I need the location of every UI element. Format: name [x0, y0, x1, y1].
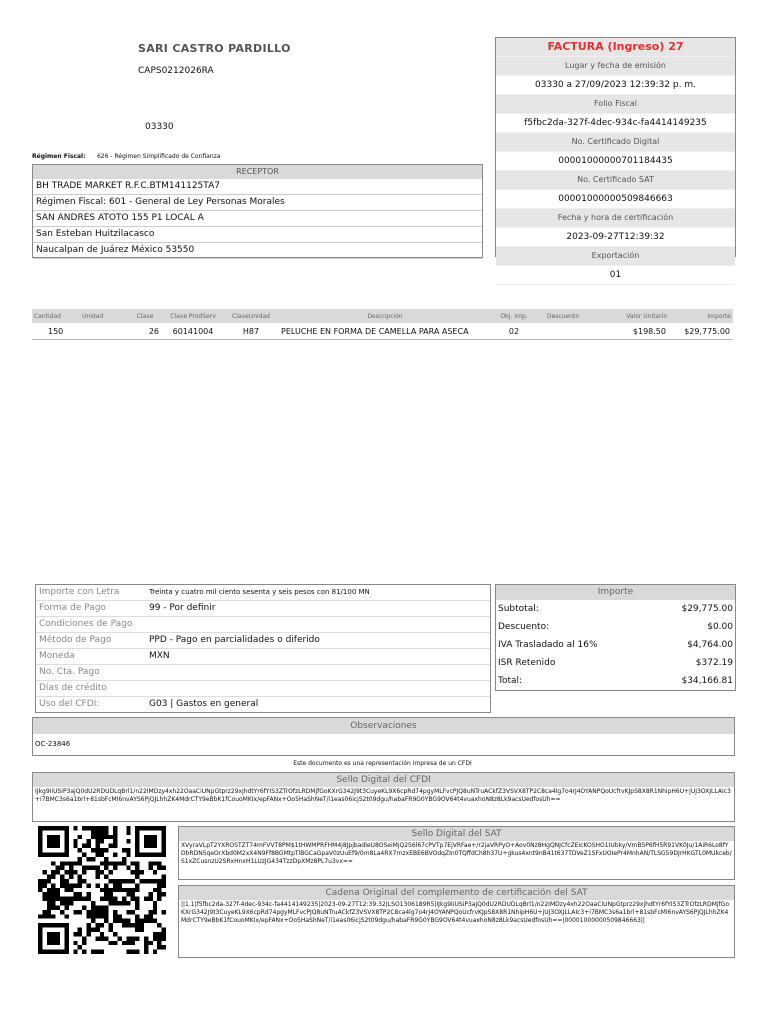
- payment-row: [36, 633, 490, 649]
- receptor-line: San Esteban Huitzilacasco: [33, 227, 482, 243]
- totals-label: Total:: [498, 676, 523, 686]
- payment-label: Uso del CFDI:: [39, 699, 100, 709]
- payment-value: Treinta y cuatro mil ciento sesenta y seis pesos con 81/100 MN: [149, 588, 370, 596]
- totals-row: [496, 600, 735, 618]
- payment-row: [36, 697, 490, 712]
- receptor-line: Régimen Fiscal: 601 - General de Ley Personas Morales: [33, 195, 482, 211]
- receptor-header: RECEPTOR: [33, 165, 482, 179]
- totals-label: Descuento:: [498, 622, 550, 632]
- cert-label: No. Certificado Digital: [496, 133, 735, 152]
- regimen-value: 626 - Régimen Simplificado de Confianza: [96, 153, 221, 160]
- cell-clave-prodserv: 60141004: [162, 323, 224, 340]
- cadena-original-box: [178, 885, 735, 958]
- cell-valor-unitario: $198.50: [590, 323, 669, 340]
- cell-obj-imp: 02: [492, 323, 536, 340]
- payment-value: MXN: [149, 651, 170, 661]
- cell-importe: $29,775.00: [669, 323, 733, 340]
- payment-row: [36, 617, 490, 633]
- totals-row: [496, 618, 735, 636]
- cell-cantidad: 150: [32, 323, 80, 340]
- cadena-header: Cadena Original del complemento de certificación del SAT: [179, 886, 734, 900]
- lugar-label: Lugar y fecha de emisión: [496, 57, 735, 76]
- totals-box: [495, 584, 736, 691]
- payment-row: [36, 585, 490, 601]
- sello-cfdi-text: IJkg9IiUSiP3ajQ0dU2RDUDLqBrl1/n22IMDzy4xh22OaaCiUNpGtprz29xjhdtYr6fYIS3ZTrOfzLRDMjfGoKXrG342J9t3CuyeKL9X6cpRd74pgyMLFvcPJQ8uNTruACkfZ3VSVX8TP2C8ca4lg7o4rJ4OYANPQoUcfrvKJpS8X8R1NhipH6U+jUJ3OXJLLAIc3+i7BMC3s6a1brl+81sbFcMl6nvAYS6PjQJLhhZK4MdrCTY9eBbK1fCouoMKIx/epFANx+Oo5HaShNeT/i1eas06icjS2t09dgu/habaFR9G0YBG9OV64t4vuaxhoN8z8Lk9acsUedfosUh==: [35, 788, 731, 803]
- col-clave: Clave: [128, 309, 162, 323]
- concepts-table: [32, 309, 733, 340]
- col-clave-unidad: ClaveUnidad: [224, 309, 278, 323]
- totals-value: $372.19: [695, 658, 733, 668]
- receptor-box: [32, 164, 483, 258]
- receptor-line: SAN ANDRES ATOTO 155 P1 LOCAL A: [33, 211, 482, 227]
- payment-value: [149, 617, 490, 632]
- export-value: 01: [496, 266, 735, 285]
- col-importe: Importe: [669, 309, 733, 323]
- payment-info-box: [35, 584, 491, 713]
- col-unidad: Unidad: [80, 309, 128, 323]
- fecha-cert-label: Fecha y hora de certificación: [496, 209, 735, 228]
- sello-cfdi-header: Sello Digital del CFDI: [33, 773, 734, 787]
- totals-label: Subtotal:: [498, 604, 539, 614]
- col-clave-prodserv: Clave ProdServ: [162, 309, 224, 323]
- totals-row: [496, 672, 735, 690]
- payment-label: No. Cta. Pago: [39, 667, 100, 677]
- payment-label: Importe con Letra: [39, 587, 120, 597]
- col-cantidad: Cantidad: [32, 309, 80, 323]
- receptor-line: BH TRADE MARKET R.F.C.BTM141125TA7: [33, 179, 482, 195]
- sello-sat-text: XVyraVLpT2YXROSTZT74mFVVT8PM$1tHWMPRFHM4j8JpjbadleU8OSeiMjQ2S6l67cPVTp7EjVRFae+/r2jaVRPyO+Aov0Nz8HgQNJCfcZEicKOSHO1IUbky/VmB5P6fH5R91VK0Ju/1AiR6Lo8fYDbRDN5qeOrXbd0M2xX4N9Ff8BGMtpTlBGCaGpaV0zUuEf9/0m8La4RX7rnzxEBE6BVOdqZIn0TQffdCh8h37U+gkus4xnt9nB41t637TDVeZ1SFxUOIePr4MnhAN/TLSG59DJrHKGTL0MUkceb/S1xZCusnzU2SRxHnxH1LUzJG434TzzDpXMz8PL7u3vx==: [181, 842, 732, 865]
- totals-row: [496, 636, 735, 654]
- totals-value: $4,764.00: [687, 640, 733, 650]
- col-descuento: Descuento: [536, 309, 590, 323]
- observaciones-value: OC-23846: [35, 740, 71, 748]
- invoice-info-box: [495, 37, 736, 280]
- folio-label: Folio Fiscal: [496, 95, 735, 114]
- payment-value: [149, 681, 490, 696]
- payment-label: Forma de Pago: [39, 603, 106, 613]
- payment-value: G03 | Gastos en general: [149, 699, 259, 709]
- cadena-text: ||1.1|f5fbc2da-327f-4dec-934c-fa4414149235|2023-09-27T12:39:32|LSO1306189R5|IJkg9IiUSiP3ajQ0dU2RDUDLqBrl1/n22IMDzy4xh22OaaCiUNpGtprz29xjhdtYr6fYIS3ZTrOfzLRDMjfGoKXrG342J9t3CuyeKL9X6cpRd74pgyMLFvcPJQ8uNTruACkfZ3VSVX8TP2C8ca4lg7o4rJ4OYANPQoUcfrvKJpS8X8R1NhipH6U+jUJ3OXJLLAIc3+i7BMC3s6a1brl+81sbFcMl6nvAYS6PjQJLhhZK4MdrCTY9eBbK1fCouoMKIx/epFANx+Oo5HaShNeT/i1eas06icjS2t09dgu/habaFR9G0YBG9OV64t4vuaxhoN8z8Lk9acsUedfosUh==|00001000000509846663||: [181, 901, 729, 924]
- payment-row: [36, 681, 490, 697]
- sello-sat-box: [178, 826, 735, 880]
- lugar-value: 03330 a 27/09/2023 12:39:32 p. m.: [496, 76, 735, 95]
- receptor-line: Naucalpan de Juárez México 53550: [33, 243, 482, 259]
- payment-label: Días de crédito: [39, 683, 107, 693]
- totals-row: [496, 654, 735, 672]
- payment-label: Moneda: [39, 651, 75, 661]
- totals-value: $34,166.81: [681, 676, 733, 686]
- cell-clave-unidad: H87: [224, 323, 278, 340]
- col-valor-unitario: Valor Unitario: [590, 309, 669, 323]
- payment-label: Condiciones de Pago: [39, 619, 133, 629]
- issuer-name: SARI CASTRO PARDILLO: [138, 42, 291, 55]
- cell-descuento: [536, 323, 590, 340]
- fecha-cert-value: 2023-09-27T12:39:32: [496, 228, 735, 247]
- cell-unidad: [80, 323, 128, 340]
- totals-header: Importe: [496, 585, 735, 600]
- cell-descripcion: PELUCHE EN FORMA DE CAMELLA PARA ASECA: [278, 323, 492, 340]
- printed-note: Este documento es una representación impresa de un CFDI: [293, 760, 472, 767]
- col-obj-imp: Obj. Imp.: [492, 309, 536, 323]
- folio-value: f5fbc2da-327f-4dec-934c-fa4414149235: [496, 114, 735, 133]
- totals-label: IVA Trasladado al 16%: [498, 640, 598, 650]
- payment-row: [36, 649, 490, 665]
- invoice-title: FACTURA (Ingreso) 27: [496, 38, 735, 57]
- export-label: Exportación: [496, 247, 735, 266]
- payment-row: [36, 665, 490, 681]
- issuer-zip: 03330: [145, 122, 174, 132]
- col-descripcion: Descripción: [278, 309, 492, 323]
- cert-sat-value: 00001000000509846663: [496, 190, 735, 209]
- payment-value: PPD - Pago en parcialidades o diferido: [149, 635, 320, 645]
- issuer-rfc: CAPS0212026RA: [138, 66, 214, 76]
- sello-cfdi-box: [32, 772, 735, 822]
- totals-label: ISR Retenido: [498, 658, 556, 668]
- payment-value: 99 - Por definir: [149, 603, 216, 613]
- table-row: [32, 323, 733, 340]
- totals-value: $29,775.00: [681, 604, 733, 614]
- table-header-row: [32, 309, 733, 323]
- cell-clave: 26: [128, 323, 162, 340]
- regimen-label: Régimen Fiscal:: [32, 153, 86, 160]
- observaciones-header: Observaciones: [33, 718, 734, 734]
- totals-value: $0.00: [707, 622, 733, 632]
- qr-code-icon: [32, 826, 172, 954]
- issuer-regimen: [32, 153, 220, 160]
- observaciones-box: [32, 717, 735, 756]
- sello-sat-header: Sello Digital del SAT: [179, 827, 734, 841]
- payment-label: Método de Pago: [39, 635, 112, 645]
- cert-value: 00001000000701184435: [496, 152, 735, 171]
- payment-value: [149, 665, 490, 680]
- cert-sat-label: No. Certificado SAT: [496, 171, 735, 190]
- payment-row: [36, 601, 490, 617]
